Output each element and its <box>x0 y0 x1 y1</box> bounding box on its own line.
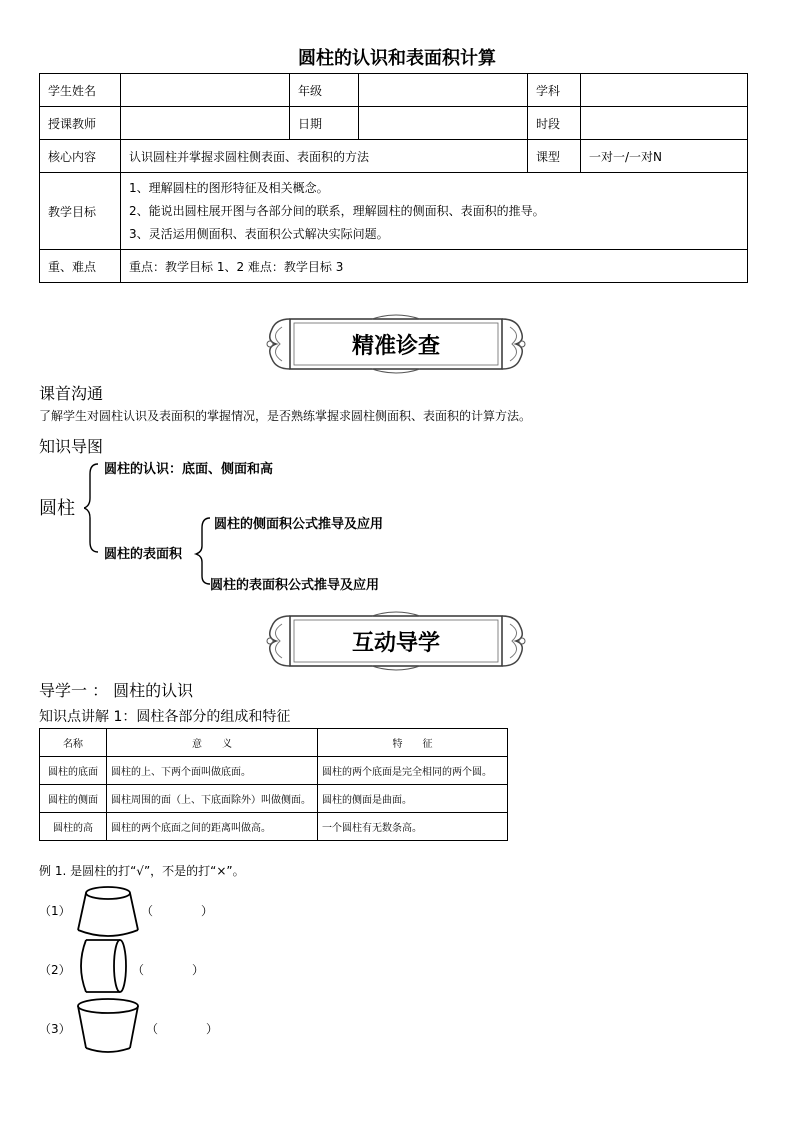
core-value: 认识圆柱并掌握求圆柱侧表面、表面积的方法 <box>121 140 528 173</box>
table-cell: 圆柱的侧面是曲面。 <box>318 785 508 813</box>
table-row <box>40 785 508 813</box>
table-cell: 圆柱的两个底面之间的距离叫做高。 <box>107 813 318 841</box>
page-title: 圆柱的认识和表面积计算 <box>298 48 496 69</box>
table-cell: 圆柱的上、下两个面叫做底面。 <box>107 757 318 785</box>
table-cell: 圆柱的两个底面是完全相同的两个圆。 <box>318 757 508 785</box>
answer-blank[interactable]: （ ） <box>146 1022 219 1036</box>
feature-table-header: 特 征 <box>318 729 508 757</box>
mindmap-sub-1: 圆柱的侧面积公式推导及应用 <box>214 517 384 532</box>
answer-blank[interactable]: （ ） <box>141 904 214 918</box>
table-row <box>40 813 508 841</box>
section-heading-mindmap: 知识导图 <box>39 437 104 456</box>
feature-table-header: 意 义 <box>107 729 318 757</box>
table-cell: 一个圆柱有无数条高。 <box>318 813 508 841</box>
guide-heading: 导学一 ： 圆柱的认识 <box>39 681 194 700</box>
cup-shape-icon <box>74 996 142 1056</box>
date-label: 日期 <box>290 107 359 140</box>
section-banner-interactive <box>262 610 530 672</box>
student-name-label: 学生姓名 <box>40 74 121 107</box>
grade-value <box>359 74 528 107</box>
knowledge-point-heading: 知识点讲解 1：圆柱各部分的组成和特征 <box>39 709 291 725</box>
table-cell: 圆柱的底面 <box>40 757 107 785</box>
teacher-value <box>121 107 290 140</box>
table-cell: 圆柱的高 <box>40 813 107 841</box>
subject-label: 学科 <box>528 74 581 107</box>
goal-item: 3、灵活运用侧面积、表面积公式解决实际问题。 <box>129 226 389 241</box>
period-value <box>581 107 748 140</box>
cylinder-side-shape-icon <box>72 936 130 996</box>
mindmap-braces <box>84 460 214 590</box>
feature-table <box>39 728 508 841</box>
section-banner-diagnosis <box>262 313 530 375</box>
section-heading-kesou: 课首沟通 <box>39 384 104 403</box>
kesou-text: 了解学生对圆柱认识及表面积的掌握情况，是否熟练掌握求圆柱侧面积、表面积的计算方法。 <box>39 409 532 423</box>
table-cell: 圆柱的侧面 <box>40 785 107 813</box>
type-label: 课型 <box>528 140 581 173</box>
frustum-shape-icon <box>74 884 142 940</box>
lesson-info-table <box>39 73 748 283</box>
table-cell: 圆柱周围的面（上、下底面除外）叫做侧面。 <box>107 785 318 813</box>
key-value: 重点：教学目标 1、2 难点：教学目标 3 <box>121 250 748 283</box>
type-value: 一对一/一对N <box>581 140 748 173</box>
student-name-value <box>121 74 290 107</box>
feature-table-header: 名称 <box>40 729 107 757</box>
example-item-label: （3） <box>39 1022 71 1036</box>
example-item-label: （2） <box>39 963 71 977</box>
mindmap-branch-1: 圆柱的认识：底面、侧面和高 <box>104 462 274 477</box>
period-label: 时段 <box>528 107 581 140</box>
goals-list <box>121 173 748 250</box>
goal-item: 2、能说出圆柱展开图与各部分间的联系，理解圆柱的侧面积、表面积的推导。 <box>129 203 545 218</box>
teacher-label: 授课教师 <box>40 107 121 140</box>
example-prompt: 例 1. 是圆柱的打“√”，不是的打“×”。 <box>39 864 245 878</box>
example-item-label: （1） <box>39 904 71 918</box>
grade-label: 年级 <box>290 74 359 107</box>
core-label: 核心内容 <box>40 140 121 173</box>
mindmap-root: 圆柱 <box>39 498 75 519</box>
mindmap-sub-2: 圆柱的表面积公式推导及应用 <box>210 578 380 593</box>
answer-blank[interactable]: （ ） <box>132 963 205 977</box>
subject-value <box>581 74 748 107</box>
goals-label: 教学目标 <box>40 173 121 250</box>
key-label: 重、难点 <box>40 250 121 283</box>
goal-item: 1、理解圆柱的图形特征及相关概念。 <box>129 180 329 195</box>
mindmap-branch-2: 圆柱的表面积 <box>104 547 183 562</box>
banner-title: 精准诊查 <box>351 333 440 359</box>
date-value <box>359 107 528 140</box>
table-row <box>40 757 508 785</box>
banner-title: 互动导学 <box>351 630 440 656</box>
